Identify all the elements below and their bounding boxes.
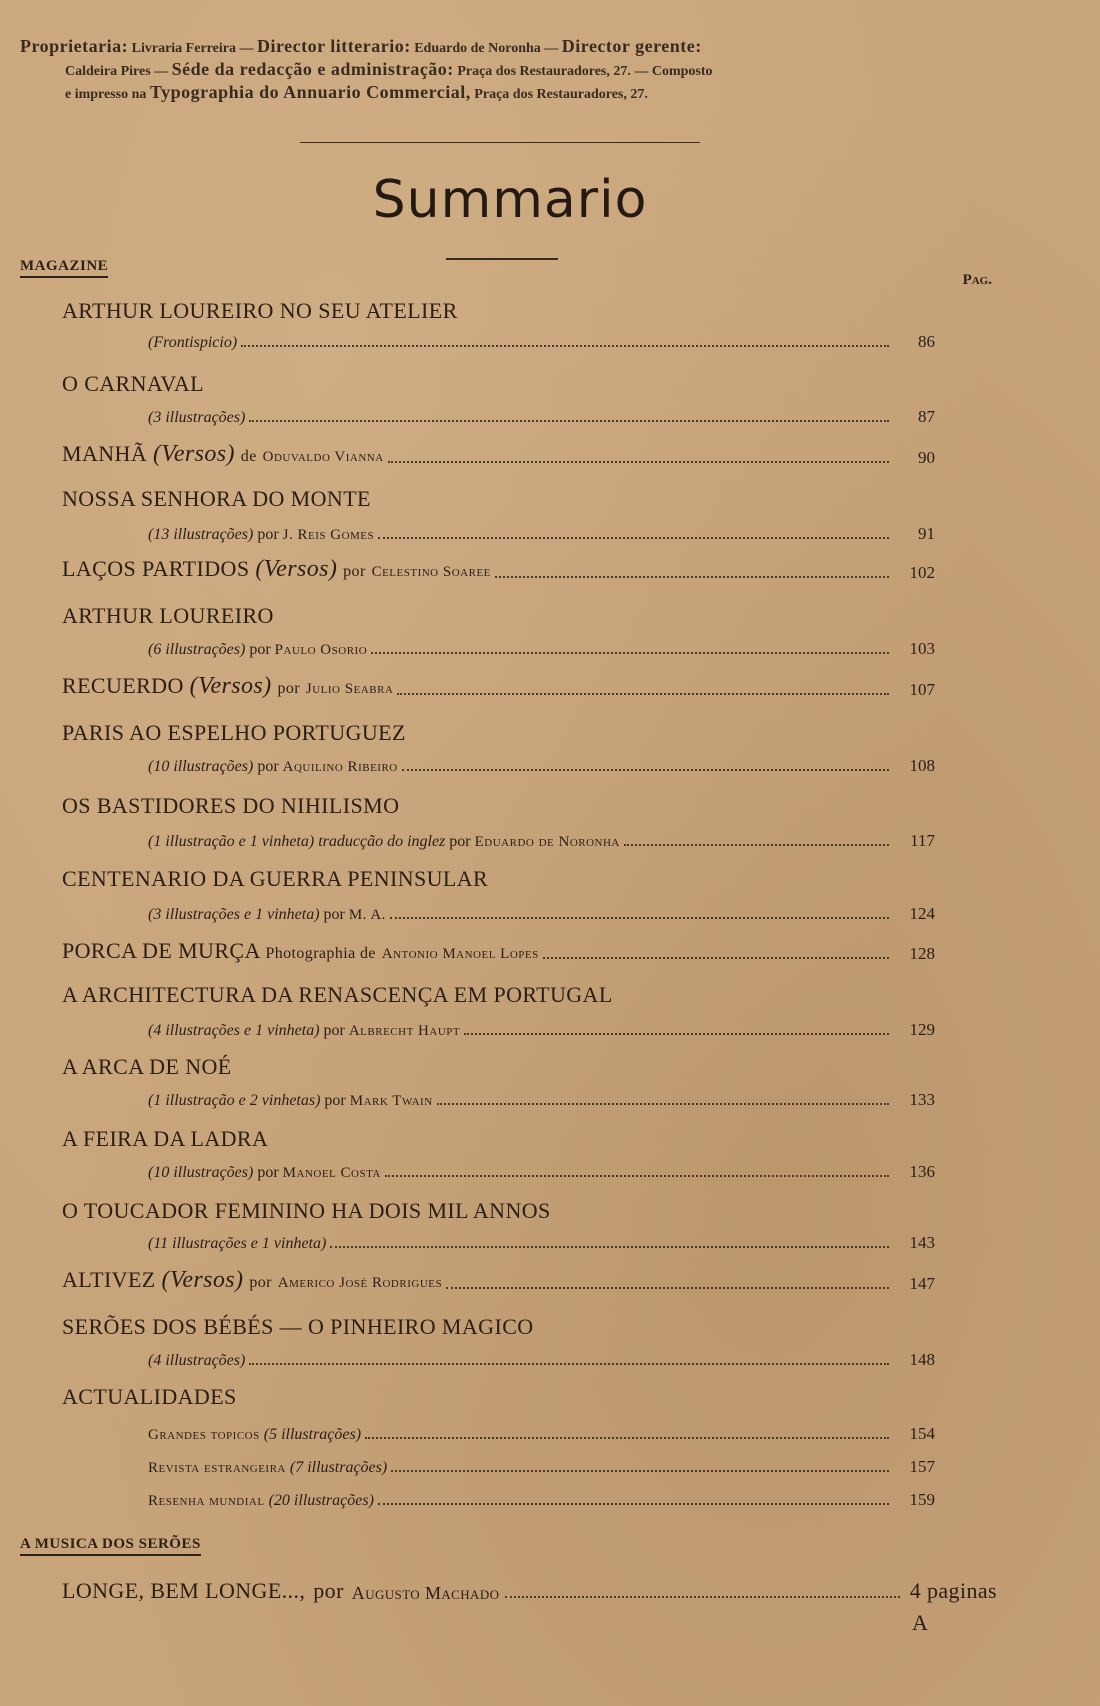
toc-entry-single-line (62, 556, 935, 583)
dot-leader (249, 1362, 889, 1365)
toc-entry-detail (148, 1229, 935, 1253)
verse-marker: (Versos) (189, 673, 272, 699)
toc-entry-title: OS BASTIDORES DO NIHILISMO (62, 793, 400, 818)
toc-entry-detail (148, 635, 935, 659)
toc-entry-title: PORCA DE MURÇA (62, 938, 260, 963)
toc-entry-detail (148, 1346, 935, 1370)
toc-entry-note: (4 illustrações e 1 vinheta) (148, 1022, 320, 1039)
dot-leader (402, 768, 889, 771)
page-title: Summario (372, 170, 648, 230)
toc-page-number: 107 (909, 680, 935, 699)
toc-entry-note: (6 illustrações) (148, 641, 246, 658)
toc-entry-title: A ARCHITECTURA DA RENASCENÇA EM PORTUGAL (62, 982, 613, 1007)
dot-leader (464, 1032, 889, 1035)
dot-leader (495, 575, 889, 578)
toc-entry-note: (3 illustrações) (148, 409, 246, 426)
toc-page-number: 102 (909, 563, 935, 582)
toc-page-number: 128 (909, 944, 935, 963)
toc-entry-title: PARIS AO ESPELHO PORTUGUEZ (62, 720, 406, 745)
music-page-count: 4 paginas (909, 1578, 997, 1603)
managing-director-value: Caldeira Pires — (65, 64, 169, 79)
toc-entry-detail (148, 752, 935, 776)
toc-entry-detail (148, 403, 935, 427)
toc-entry-detail (148, 827, 935, 851)
toc-page-number: 87 (918, 407, 935, 426)
toc-entry-note: (Frontispicio) (148, 334, 238, 351)
author-name: Eduardo de Noronha (474, 834, 620, 850)
subentry-title: Revista estrangeira (148, 1460, 286, 1476)
managing-director-label: Director gerente: (561, 36, 702, 56)
toc-entry-title: ARTHUR LOUREIRO (62, 603, 274, 628)
verse-marker: (Versos) (255, 556, 338, 582)
author-prefix: por (257, 526, 279, 543)
toc-page-number: 90 (918, 448, 935, 467)
toc-entry-title: CENTENARIO DA GUERRA PENINSULAR (62, 866, 489, 891)
toc-page-number: 133 (909, 1090, 935, 1109)
author-prefix: por (249, 641, 271, 658)
page-column-label: Pag. (962, 272, 992, 288)
toc-entry-note: (3 illustrações e 1 vinheta) (148, 906, 320, 923)
toc-page-number: 124 (909, 904, 935, 923)
toc-entry-note: (10 illustrações) (148, 758, 254, 775)
dot-leader (249, 419, 889, 422)
toc-entry-note: (13 illustrações) (148, 526, 254, 543)
toc-entry-detail (148, 1086, 935, 1110)
toc-entry-note: (11 illustrações e 1 vinheta) (148, 1235, 327, 1252)
toc-subentry (148, 1486, 935, 1510)
top-rule (300, 142, 700, 143)
author-prefix: Photographia de (265, 945, 376, 962)
toc-page-number: 108 (909, 756, 935, 775)
author-name: Antonio Manoel Lopes (381, 946, 539, 962)
toc-entry-note: (10 illustrações) (148, 1164, 254, 1181)
section-music-label: A MUSICA DOS SERÕES (20, 1536, 201, 1556)
toc-entry-title: ARTHUR LOUREIRO NO SEU ATELIER (62, 298, 458, 323)
toc-page-number: 117 (910, 831, 935, 850)
masthead-line-2 (20, 59, 1020, 82)
toc-entry-detail (148, 520, 935, 544)
toc-page-number: 129 (909, 1020, 935, 1039)
office-address: Praça dos Restauradores, 27. — Composto (457, 64, 713, 79)
verse-marker: (Versos) (161, 1267, 244, 1293)
masthead-line-3 (20, 82, 1020, 105)
dot-leader (365, 1436, 889, 1439)
author-name: Julio Seabra (305, 681, 394, 697)
toc-entry-title: O CARNAVAL (62, 371, 204, 396)
author-prefix: por (277, 680, 300, 697)
dot-leader (241, 344, 889, 347)
toc-entry-single-line (62, 940, 935, 964)
printer-address: Praça dos Restauradores, 27. (474, 87, 648, 102)
toc-page-number: 148 (909, 1350, 935, 1369)
proprietor-label: Proprietaria: (20, 36, 129, 56)
music-letter: A (912, 1610, 928, 1635)
toc-page-number: 154 (909, 1424, 935, 1443)
toc-entry-title: A ARCA DE NOÉ (62, 1054, 232, 1079)
author-name: Oduvaldo Vianna (262, 449, 384, 465)
author-name: Paulo Osorio (274, 642, 368, 658)
author-name: J. Reis Gomes (282, 527, 375, 543)
toc-subentry (148, 1420, 935, 1444)
dot-leader (543, 956, 889, 959)
author-name: Mark Twain (349, 1093, 433, 1109)
toc-entry-single-line (62, 673, 935, 700)
dot-leader (390, 916, 889, 919)
toc-entry-detail (148, 900, 935, 924)
toc-entry-title: RECUERDO (62, 673, 184, 698)
toc-page-number: 157 (909, 1457, 935, 1476)
toc-entry-detail (148, 328, 935, 352)
toc-page-number: 136 (909, 1162, 935, 1181)
literary-director-value: Eduardo de Noronha — (414, 41, 559, 56)
toc-entry-note: (20 illustrações) (268, 1492, 374, 1509)
title-rule (446, 258, 558, 260)
author-prefix: por (257, 1164, 279, 1181)
dot-leader (391, 1469, 889, 1472)
dot-leader (397, 692, 889, 695)
dot-leader (330, 1245, 889, 1248)
author-prefix: por (324, 1092, 346, 1109)
section-magazine-label: MAGAZINE (20, 258, 108, 278)
toc-entry-single-line (62, 441, 935, 468)
dot-leader (505, 1596, 899, 1598)
masthead-line-1 (20, 36, 1020, 59)
author-prefix: por (343, 563, 366, 580)
dot-leader (437, 1102, 889, 1105)
author-prefix: por (313, 1578, 344, 1603)
printer-name: Typographia do Annuario Commercial, (149, 82, 471, 102)
dot-leader (388, 460, 889, 463)
toc-entry-title: MANHÃ (62, 441, 148, 466)
literary-director-label: Director litterario: (256, 36, 411, 56)
toc-entry-note: (4 illustrações) (148, 1352, 246, 1369)
author-name: Aquilino Ribeiro (282, 759, 398, 775)
author-prefix: por (323, 906, 345, 923)
author-name: Manoel Costa (282, 1165, 381, 1181)
author-name: M. A. (348, 907, 386, 923)
dot-leader (378, 1502, 889, 1505)
dot-leader (446, 1286, 889, 1289)
toc-entry-title: ACTUALIDADES (62, 1384, 237, 1409)
author-prefix: por (323, 1022, 345, 1039)
toc-entry-title: A FEIRA DA LADRA (62, 1126, 269, 1151)
toc-entry-title: NOSSA SENHORA DO MONTE (62, 486, 371, 511)
author-prefix: por (249, 1274, 272, 1291)
toc-page-number: 159 (909, 1490, 935, 1509)
toc-entry-single-line (62, 1267, 935, 1294)
toc-page-number: 147 (909, 1274, 935, 1293)
office-label: Séde da redacção e administração: (171, 59, 454, 79)
author-name: Albrecht Haupt (348, 1023, 461, 1039)
toc-entry-title: O TOUCADOR FEMININO HA DOIS MIL ANNOS (62, 1198, 551, 1223)
toc-entry-title: LAÇOS PARTIDOS (62, 556, 250, 581)
music-title: LONGE, BEM LONGE..., (62, 1578, 306, 1603)
subentry-title: Resenha mundial (148, 1493, 265, 1509)
toc-entry-note: (1 illustração e 2 vinhetas) (148, 1092, 321, 1109)
toc-page-number: 103 (909, 639, 935, 658)
toc-entry-title: SERÕES DOS BÉBÉS — O PINHEIRO MAGICO (62, 1314, 534, 1339)
author-name: Augusto Machado (351, 1583, 500, 1603)
dot-leader (624, 843, 889, 846)
toc-entry-note: (1 illustração e 1 vinheta) traducção do inglez (148, 833, 446, 850)
author-prefix: por (257, 758, 279, 775)
toc-entry-detail (148, 1158, 935, 1182)
masthead-credits (20, 36, 1020, 105)
subentry-title: Grandes topicos (148, 1427, 260, 1443)
toc-subentry (148, 1453, 935, 1477)
toc-entry-title: ALTIVEZ (62, 1267, 156, 1292)
verse-marker: (Versos) (153, 441, 235, 467)
dot-leader (378, 536, 889, 539)
toc-page-number: 143 (909, 1233, 935, 1252)
author-name: Celestino Soaree (371, 564, 491, 580)
author-prefix: por (449, 833, 471, 850)
music-entry (62, 1574, 997, 1604)
dot-leader (385, 1174, 889, 1177)
printer-prefix: e impresso na (65, 87, 147, 102)
author-name: Americo José Rodrigues (277, 1275, 443, 1291)
dot-leader (371, 651, 889, 654)
proprietor-value: Livraria Ferreira — (131, 41, 254, 56)
author-prefix: de (240, 448, 257, 465)
toc-page-number: 91 (918, 524, 935, 543)
toc-entry-note: (5 illustrações) (263, 1426, 362, 1443)
toc-entry-note: (7 illustrações) (289, 1459, 388, 1476)
toc-page-number: 86 (918, 332, 935, 351)
toc-entry-detail (148, 1016, 935, 1040)
